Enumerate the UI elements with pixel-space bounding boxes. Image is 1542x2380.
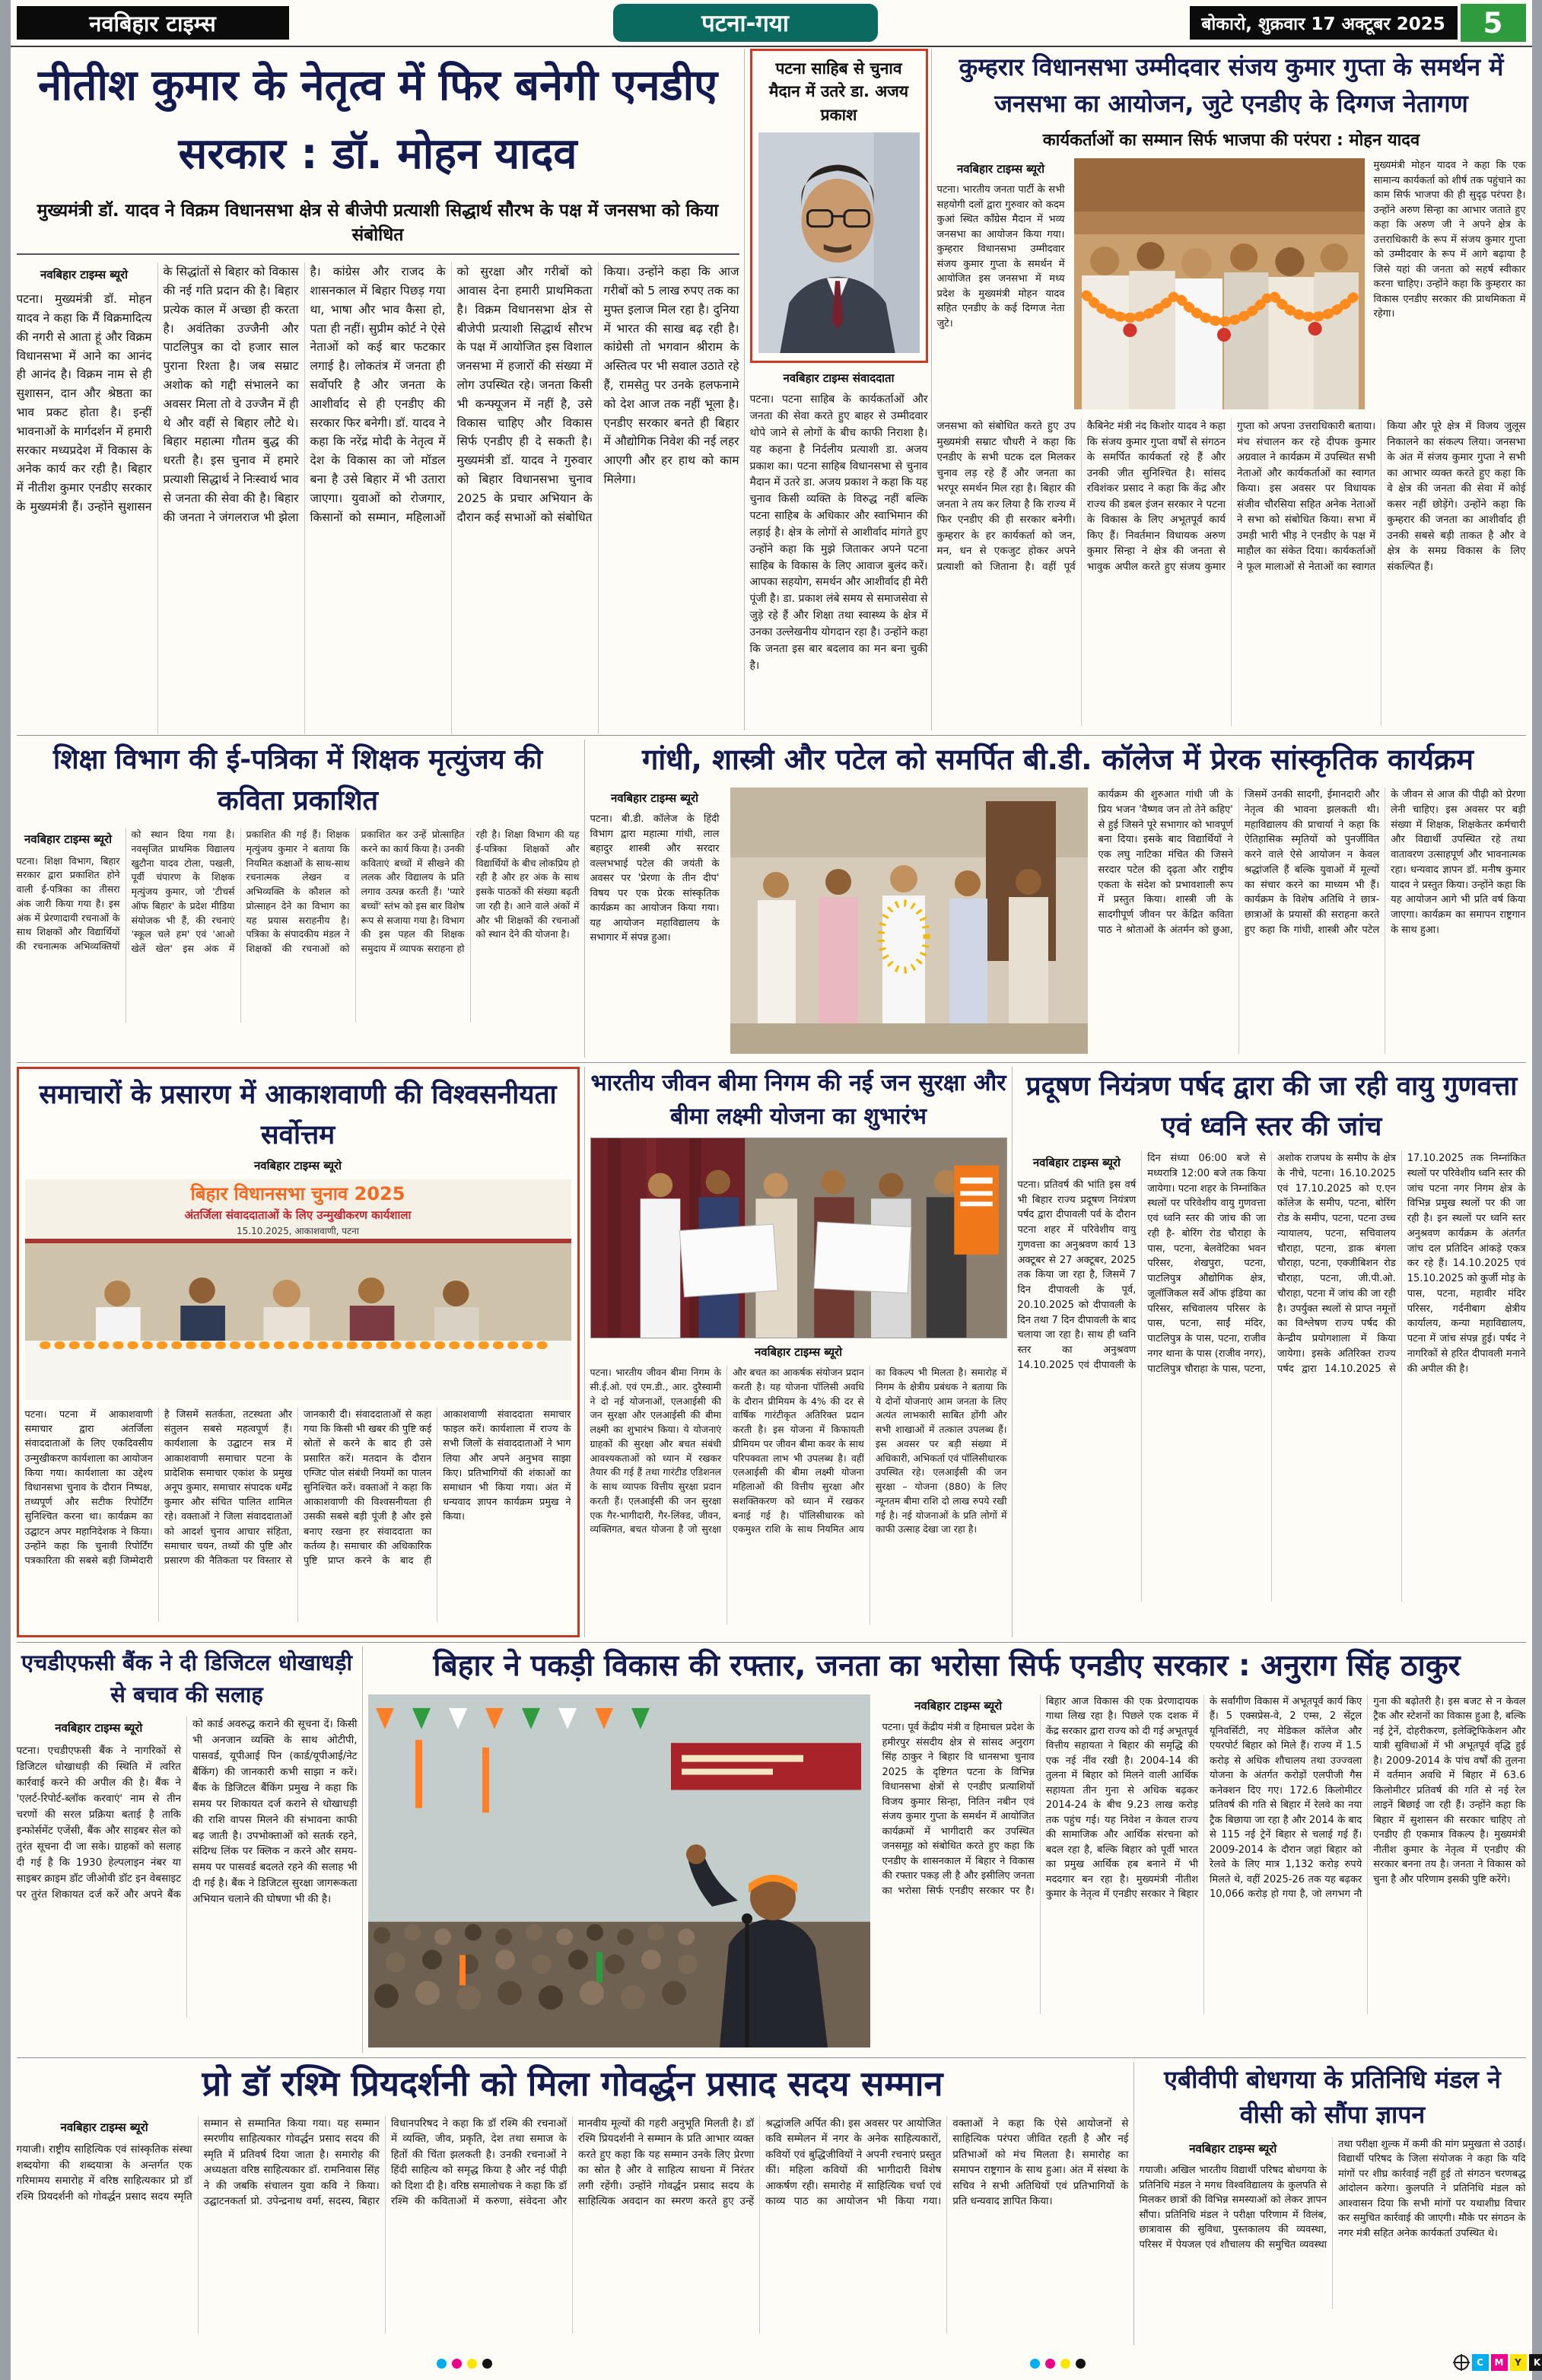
akashvani-byline: नवबिहार टाइम्स ब्यूरो (253, 1159, 342, 1172)
college-body-right: कार्यक्रम की शुरुआत गांधी जी के प्रिय भजन 'वैष्णव जन तो तेने कहिए' से हुई जिसने पूरे सभागार को भावपूर्ण बना दिया। इसके बाद विद्यार्थियों ने एक लघु नाटिका मंचित की जिसने सरदार पटेल की दृढ़ता और राष्ट्रीय एकता के संदेश को प्रभावशाली रूप में प्रस्तुत किया। शास्त्री जी के सादगीपूर्ण जीवन पर केंद्रित कविता पाठ ने श्रोताओं के अंतर्मन को छुआ, जिसमें उनकी सादगी, ईमानदारी और नेतृत्व की भावना झलकती थी। महाविद्यालय की प्राचार्या ने कहा कि ऐतिहासिक स्मृतियों को पुनर्जीवित करने वाले ऐसे आयोजन न केवल श्रद्धांजलि हैं बल्कि युवाओं में मूल्यों का संचार करने का माध्यम भी हैं। कार्यक्रम के विशेष अतिथि ने छात्र-छात्राओं के प्रयासों की सराहना करते हुए कहा कि गांधी, शास्त्री और पटेल के जीवन से आज की पीढ़ी को प्रेरणा लेनी चाहिए। इस अवसर पर बड़ी संख्या में शिक्षक, शिक्षकेतर कर्मचारी और विद्यार्थी उपस्थित रहे तथा वातावरण उत्साहपूर्ण और भावनात्मक रहा। धन्यवाद ज्ञापन डॉ. मनीष कुमार यादव ने प्रस्तुत किया। उन्होंने कहा कि यह आयोजन आगे भी प्रति वर्ष किया जाएगा। कार्यक्रम का समापन राष्ट्रगान के साथ हुआ। (1098, 789, 1526, 936)
event-illustration (730, 788, 1088, 1054)
article-epatrika (17, 740, 580, 1058)
portrait-illustration (758, 132, 920, 353)
epatrika-byline: नवबिहार टाइम्स ब्यूरो (24, 832, 113, 846)
article-ajay-prakash (750, 49, 928, 730)
ajay-prakash-photo (758, 132, 920, 353)
black-swatch: K (1529, 2354, 1542, 2371)
lead-subhead: मुख्यमंत्री डॉ. यादव ने विक्रम विधानसभा क्षेत्र से बीजेपी प्रत्याशी सिद्धार्थ सौरभ के पक्ष में जनसभा को किया संबोधित (17, 197, 739, 255)
rally-body: पटना। पूर्व केंद्रीय मंत्री व हिमाचल प्रदेश के हमीरपुर संसदीय क्षेत्र से सांसद अनुराग सिंह ठाकुर ने बिहार वि धानसभा चुनाव 2025 के दृष्टिगत पटना के विभिन्न विधानसभा क्षेत्रों से एनडीए प्रत्याशियों विजय कुमार सिन्हा, नितिन नबीन एवं संजय कुमार गुप्ता के समर्थन में आयोजित कार्यक्रमों में भागीदारी कर उपस्थित जनसमूह को संबोधित करते हुए कहा कि एनडीए के शासनकाल में बिहार ने विकास की रफ्तार पकड़ ली है और इसीलिए जनता का भरोसा सिर्फ एनडीए सरकार पर है। बिहार आज विकास की एक प्रेरणादायक गाथा लिख रहा है। पिछले एक दशक में केंद्र सरकार द्वारा राज्य को दी गई अभूतपूर्व वित्तीय सहायता ने बिहार की समृद्धि की एक नई नींव रखी है। 2004-14 की तुलना में बिहार को मिलने वाली आर्थिक सहायता तीन गुना से अधिक बढ़कर 2014-24 के बीच 9.23 लाख करोड़ तक पहुंच गई। यह निवेश न केवल राज्य की सामाजिक और आर्थिक संरचना को बदल रहा है, बल्कि बिहार को पूर्वी भारत का प्रमुख आर्थिक हब बनाने में भी मददगार बन रहा है। मुख्यमंत्री नीतीश कुमार के नेतृत्व में एनडीए सरकार ने बिहार के सर्वांगीण विकास में अभूतपूर्व कार्य किए हैं। 5 एक्सप्रेस-वे, 2 एम्स, 2 सेंट्रल यूनिवर्सिटी, नए मेडिकल कॉलेज और एयरपोर्ट बिहार को मिले हैं। राज्य में 1.5 करोड़ से अधिक शौचालय तथा उज्ज्वला योजना के अंतर्गत करोड़ों एलपीजी गैस कनेक्शन दिए गए। 172.6 किलोमीटर प्रतिवर्ष की गति से बिहार में रेलवे का नया ट्रैक बिछाया जा रहा है और 2014 के बाद से 115 नई ट्रेनें बिहार से चलाई गई हैं। 2009-2014 के दौरान जहां बिहार को रेलवे के लिए मात्र 1,132 करोड़ रुपये मिलते थे, वहीं 2025-26 तक यह बढ़कर 10,066 करोड़ हो गया है, जो लगभग नौ गुना की बढ़ोतरी है। इस बजट से न केवल ट्रैक और स्टेशनों का विकास हुआ है, बल्कि नई ट्रेनें, दोहरीकरण, इलेक्ट्रिफिकेशन और यात्री सुविधाओं में भी अभूतपूर्व वृद्धि हुई है। 2009-2014 के पांच वर्षों की तुलना में वर्तमान अवधि में बिहार में 63.6 किलोमीटर प्रतिवर्ष की गति से नई रेल लाइनें बिछाई जा रही हैं। उन्होंने कहा कि बिहार में सुशासन की सरकार चाहिए तो एनडीए ही एकमात्र विकल्प है। मुख्यमंत्री नीतीश कुमार के नेतृत्व में एनडीए की सरकार बनना तय है। जनता ने विकास को चुना है और परिणाम इसकी पुष्टि करेंगे। (882, 1695, 1526, 1901)
divider (1133, 2062, 1134, 2345)
black-dot (1076, 2359, 1086, 2369)
hdfc-columns (17, 1717, 358, 2018)
banner-date: 15.10.2025, आकाशवाणी, पटना (237, 1226, 359, 1236)
cyan-swatch: C (1472, 2354, 1489, 2371)
candidate-box-title: पटना साहिब से चुनाव मैदान में उतरे डा. अजय प्रकाश (768, 59, 909, 124)
abvp-byline: नवबिहार टाइम्स ब्यूरो (1189, 2141, 1277, 2156)
akashvani-body: पटना। पटना में आकाशवाणी समाचार द्वारा अंतर्जिला संवाददाताओं के लिए एकदिवसीय उन्मुखीकरण कार्यशाला का आयोजन किया गया। कार्यशाला का उद्देश्य विधानसभा चुनाव के दौरान निष्पक्ष, तथ्यपूर्ण और सटीक रिपोर्टिंग सुनिश्चित करना था। कार्यक्रम का उद्घाटन अपर महानिदेशक ने किया। उन्होंने कहा कि चुनावी रिपोर्टिंग पत्रकारिता की सबसे बड़ी जिम्मेदारी है जिसमें सतर्कता, तटस्थता और संतुलन सबसे महत्वपूर्ण हैं। कार्यशाला के उद्घाटन सत्र में आकाशवाणी समाचार पटना के प्रादेशिक समाचार एकांश के प्रमुख अनूप कुमार, समाचार संपादक धर्मेंद्र कुमार और संचित पालित शामिल रहे। वक्ताओं ने जिला संवाददाताओं को आदर्श चुनाव आचार संहिता, समाचार चयन, तथ्यों की पुष्टि और प्रसारण की नैतिकता पर विस्तार से जानकारी दी। संवाददाताओं से कहा गया कि किसी भी खबर की पुष्टि कई स्रोतों से करने के बाद ही उसे प्रसारित करें। मतदान के दौरान एग्जिट पोल संबंधी नियमों का पालन सुनिश्चित करें। वक्ताओं ने कहा कि आकाशवाणी की विश्वसनीयता ही उसकी सबसे बड़ी पूंजी है और इसे बनाए रखना हर संवाददाता का कर्तव्य है। समाचार की अधिकारिक पुष्टि प्राप्त करने के बाद ही आकाशवाणी संवाददाता समाचार फाइल करें। कार्यशाला में राज्य के सभी जिलों के संवाददाताओं ने भाग लिया और अपने अनुभव साझा किए। प्रतिभागियों की शंकाओं का समाधान भी किया गया। अंत में धन्यवाद ज्ञापन कार्यक्रम प्रमुख ने किया। (24, 1409, 571, 1567)
paper-name: नवबिहार टाइम्स (17, 6, 289, 40)
article-hdfc-advice (17, 1647, 358, 2053)
edition-name: पटना-गया (613, 4, 878, 42)
workshop-banner (25, 1179, 571, 1239)
ajay-body: पटना। पटना साहिब के कार्यकर्ताओं और जनता की सेवा करते हुए बाहर से उम्मीदवार थोपे जाने से लोगों के बीच काफी निराशा है। यह कहना है निर्दलीय प्रत्याशी डा. अजय प्रकाश का। पटना साहिब विधानसभा से चुनाव मैदान में उतरे डा. अजय प्रकाश ने कहा कि यह चुनाव किसी व्यक्ति के विरुद्ध नहीं बल्कि पटना साहिब के अधिकार और स्वाभिमान की लड़ाई है। क्षेत्र के लोगों से आशीर्वाद मांगते हुए उन्होंने कहा कि मुझे जिताकर अपने पटना साहिब के विकास के लिए आवाज बुलंद करें। आपका सहयोग, समर्थन और आशीर्वाद ही मेरी पूंजी है। डा. प्रकाश लंबे समय से समाजसेवा से जुड़े रहे हैं और शिक्षा तथा स्वास्थ्य के क्षेत्र में उनका उल्लेखनीय योगदान रहा है। उन्होंने कहा कि जनता इस बार बदलाव का मन बना चुकी है। (749, 393, 928, 672)
samman-byline: नवबिहार टाइम्स ब्यूरो (60, 2120, 148, 2134)
article-anurag-thakur (368, 1647, 1526, 2053)
jansabha-right-column (1374, 158, 1526, 409)
epatrika-body: पटना। शिक्षा विभाग, बिहार सरकार द्वारा प्रकाशित होने वाली ई-पत्रिका का तीसरा अंक जारी किया गया है। इस अंक में प्रेरणादायी रचनाओं के साथ शिक्षकों और विद्यार्थियों की रचनात्मक अभिव्यक्तियों को स्थान दिया गया है। नवसृजित प्राथमिक विद्यालय खुटौना यादव टोला, पखली, पूर्वी चंपारण के शिक्षक मृत्युंजय कुमार, जो 'टीचर्स ऑफ बिहार' के प्रदेश मीडिया संयोजक भी हैं, की रचनाएं 'स्कूल चले हम' एवं 'आओ खेलें खेल' इस अंक में प्रकाशित की गई हैं। शिक्षक मृत्युंजय कुमार ने बताया कि नियमित कक्षाओं के साथ-साथ रचनात्मक लेखन व अभिव्यक्ति के कौशल को प्रोत्साहन देने का विभाग का यह प्रयास सराहनीय है। पत्रिका के संपादकीय मंडल ने शिक्षकों की रचनाओं को प्रकाशित कर उन्हें प्रोत्साहित करने का कार्य किया है। उनकी कविताएं बच्चों में सीखने की ललक और विद्यालय के प्रति लगाव उत्पन्न करती हैं। 'प्यारे बच्चों' स्तंभ को इस बार विशेष रूप से सजाया गया है। विभाग की इस पहल की शिक्षक समुदाय में व्यापक सराहना हो रही है। शिक्षा विभाग की यह ई-पत्रिका शिक्षकों और विद्यार्थियों के बीच लोकप्रिय हो रही है और हर अंक के साथ इसके पाठकों की संख्या बढ़ती जा रही है। आने वाले अंकों में और भी शिक्षकों की रचनाओं को स्थान देने की योजना है। (16, 829, 580, 954)
article-abvp-gyapan (1140, 2062, 1526, 2345)
lic-headline: भारतीय जीवन बीमा निगम की नई जन सुरक्षा और बीमा लक्ष्मी योजना का शुभारंभ (590, 1070, 1006, 1130)
article-lic-yojana (590, 1067, 1007, 1637)
divider (362, 1647, 363, 2053)
print-registration-dots (437, 2359, 492, 2369)
college-row (590, 788, 1526, 1054)
divider (17, 1642, 1526, 1643)
rally-row (368, 1694, 1526, 2048)
registration-target-icon (1453, 2354, 1470, 2371)
article-lead (17, 49, 739, 730)
banner-title: बिहार विधानसभा चुनाव 2025 (190, 1183, 405, 1204)
article-pollution-board (1018, 1067, 1526, 1637)
college-headline: गांधी, शास्त्री और पटेल को समर्पित बी.डी. कॉलेज में प्रेरक सांस्कृतिक कार्यक्रम (642, 743, 1474, 776)
page-number: 5 (1461, 4, 1526, 42)
lic-launch-photo (590, 1138, 1007, 1338)
pollution-columns (1018, 1151, 1526, 1602)
cyan-dot (437, 2359, 447, 2369)
candidate-box (750, 49, 928, 363)
akashvani-headline: समाचारों के प्रसारण में आकाशवाणी की विश्वसनीयता सर्वोत्तम (39, 1080, 557, 1150)
divider (744, 49, 745, 730)
jansabha-body-right: मुख्यमंत्री मोहन यादव ने कहा कि एक सामान्य कार्यकर्ता को शीर्ष तक पहुंचाने का काम सिर्फ भाजपा की ही सुदृढ़ परंपरा है। उन्होंने अरुण सिन्हा का आभार जताते हुए कहा कि अरुण जी ने अपने क्षेत्र के उत्तराधिकारी के रूप में संजय कुमार गुप्ता को उम्मीदवार के रूप में आगे बढ़ाया है जिसे यहां की जनता को सहर्ष स्वीकार करना चाहिए। उन्होंने कहा कि कुम्हरार का विकास एनडीए सरकार की प्राथमिकता में रहेगा। (1373, 160, 1526, 320)
lic-body: पटना। भारतीय जीवन बीमा निगम के सी.ई.ओ. एवं एम.डी., आर. दुरैस्वामी ने दो नई योजनाओं, एलआईसी की जन सुरक्षा और एलआईसी की बीमा लक्ष्मी का शुभारंभ किया। ये योजनाएं ग्राहकों की सुरक्षा और बचत संबंधी आवश्यकताओं को ध्यान में रखकर तैयार की गई हैं तथा गारंटीड एडिशनल के साथ व्यापक वित्तीय सुरक्षा प्रदान करती हैं। एलआईसी की जन सुरक्षा एक गैर-भागीदारी, गैर-लिंक्ड, जीवन, व्यक्तिगत, बचत योजना है जो सुरक्षा और बचत का आकर्षक संयोजन प्रदान करती है। यह योजना पॉलिसी अवधि के दौरान प्रीमियम के 4% की दर से वार्षिक गारंटीकृत अतिरिक्त प्रदान करती है। इस योजना में किफायती प्रीमियम पर जीवन बीमा कवर के साथ परिपक्वता लाभ भी उपलब्ध है। वहीं एलआईसी की बीमा लक्ष्मी योजना महिलाओं की वित्तीय सुरक्षा और सशक्तिकरण को ध्यान में रखकर बनाई गई है। पॉलिसीधारक को एकमुश्त राशि के साथ नियमित आय का विकल्प भी मिलता है। समारोह में निगम के क्षेत्रीय प्रबंधक ने बताया कि ये दोनों योजनाएं आम जनता के लिए अत्यंत लाभकारी साबित होंगी और सभी शाखाओं में तत्काल उपलब्ध हैं। इस अवसर पर बड़ी संख्या में अधिकारी, अभिकर्ता एवं पॉलिसीधारक उपस्थित रहे। एलआईसी की जन सुरक्षा – योजना (880) के लिए न्यूनतम बीमा राशि दो लाख रुपये रखी गई है। नई योजनाओं के प्रति लोगों में काफी उत्साह देखा जा रहा है। (590, 1367, 1007, 1535)
article-bd-college (590, 740, 1526, 1058)
article-kumhrar-jansabha (937, 49, 1526, 730)
dateline: बोकारो, शुक्रवार 17 अक्टूबर 2025 (1190, 6, 1458, 40)
crowd-illustration (1074, 158, 1365, 409)
jansabha-body-left: पटना। भारतीय जनता पार्टी के सभी सहयोगी दलों द्वारा गुरुवार को कदम कुआं स्थित काँग्रेस मैदान में भव्य जनसभा का आयोजन किया गया। कुम्हरार विधानसभा उम्मीदवार संजय कुमार गुप्ता के समर्थन में आयोजित इस जनसभा में मध्य प्रदेश के मुख्यमंत्री मोहन यादव सहित एनडीए के कई दिग्गज नेता जुटे। (936, 184, 1065, 329)
divider (584, 740, 585, 1058)
jansabha-byline: नवबिहार टाइम्स ब्यूरो (956, 162, 1045, 176)
hdfc-body: पटना। एचडीएफसी बैंक ने नागरिकों से डिजिटल धोखाधड़ी की स्थिति में त्वरित कार्रवाई करने की अपील की है। बैंक ने 'एलर्ट-रिपोर्ट-ब्लॉक करवाएं' नाम से तीन चरणों की सरल प्रक्रिया बताई है ताकि इन्फोर्समेंट एजेंसी, बैंक और साइबर सेल को तुरंत सूचना दी जा सके। ग्राहकों को सलाह दी गई है कि 1930 हेल्पलाइन नंबर या साइबर क्राइम डॉट जीओवी डॉट इन वेबसाइट पर तुरंत शिकायत दर्ज करें और अपने बैंक को कार्ड अवरुद्ध कराने की सूचना दें। किसी भी अनजान व्यक्ति के साथ ओटीपी, पासवर्ड, यूपीआई पिन (कार्ड/यूपीआई/नेट बैंकिंग) की जानकारी कभी साझा न करें। बैंक के डिजिटल बैंकिंग प्रमुख ने कहा कि समय पर शिकायत दर्ज कराने से धोखाधड़ी की राशि वापस मिलने की संभावना काफी बढ़ जाती है। उपभोक्ताओं को सतर्क रहने, संदिग्ध लिंक पर क्लिक न करने और समय-समय पर पासवर्ड बदलते रहने की सलाह भी दी गई है। बैंक ने डिजिटल सुरक्षा जागरूकता अभियान चलाने की घोषणा भी की है। (16, 1718, 358, 1906)
yellow-swatch: Y (1510, 2354, 1527, 2371)
pollution-headline: प्रदूषण नियंत्रण पर्षद द्वारा की जा रही वायु गुणवत्ता एवं ध्वनि स्तर की जांच (1025, 1071, 1518, 1142)
hdfc-byline: नवबिहार टाइम्स ब्यूरो (55, 1721, 143, 1736)
magenta-swatch: M (1491, 2354, 1508, 2371)
newspaper-page (11, 0, 1541, 2380)
divider (1012, 1067, 1013, 1637)
college-byline: नवबिहार टाइम्स ब्यूरो (610, 791, 699, 806)
launch-illustration (591, 1138, 1006, 1338)
divider (584, 1067, 585, 1637)
divider (17, 2057, 1526, 2058)
rally-headline: बिहार ने पकड़ी विकास की रफ्तार, जनता का भरोसा सिर्फ एनडीए सरकार : अनुराग सिंह ठाकुर (433, 1649, 1461, 1683)
abvp-columns (1140, 2137, 1526, 2309)
magenta-dot (452, 2359, 462, 2369)
jansabha-body-bottom: जनसभा को संबोधित करते हुए उप मुख्यमंत्री सम्राट चौधरी ने कहा कि एनडीए के सभी घटक दल मिलकर चुनाव लड़ रहे हैं और जनता का भरपूर समर्थन मिल रहा है। बिहार की जनता ने तय कर लिया है कि राज्य में फिर एनडीए की ही सरकार बनेगी। कुम्हरार के हर कार्यकर्ता को जन, मन, धन से एकजुट होकर अपने प्रत्याशी को जिताना है। वहीं पूर्व कैबिनेट मंत्री नंद किशोर यादव ने कहा कि संजय कुमार गुप्ता वर्षों से संगठन के समर्पित कार्यकर्ता रहे हैं और उनकी जीत सुनिश्चित है। सांसद रविशंकर प्रसाद ने कहा कि केंद्र और राज्य की डबल इंजन सरकार ने पटना के विकास के लिए अभूतपूर्व कार्य किए हैं। निवर्तमान विधायक अरुण कुमार सिन्हा ने क्षेत्र की जनता से भावुक अपील करते हुए संजय कुमार गुप्ता को अपना उत्तराधिकारी बताया। मंच संचालन कर रहे दीपक कुमार अग्रवाल ने कार्यक्रम में उपस्थित सभी नेताओं और कार्यकर्ताओं का स्वागत किया। इस अवसर पर विधायक संजीव चौरसिया सहित अनेक नेताओं ने सभा को संबोधित किया। सभा में उमड़ी भारी भीड़ ने एनडीए के पक्ष में माहौल का संकेत दिया। कार्यकर्ताओं ने फूल मालाओं से नेताओं का स्वागत किया और पूरे क्षेत्र में विजय जुलूस निकालने का संकल्प लिया। जनसभा के अंत में संजय कुमार गुप्ता ने सभी का आभार व्यक्त करते हुए कहा कि वे क्षेत्र की जनता की सेवा में कोई कसर नहीं छोड़ेंगे। उन्होंने कहा कि कुम्हरार की जनता का आशीर्वाद ही उनकी सबसे बड़ी ताकत है और वे क्षेत्र के समग्र विकास के लिए संकल्पित हैं। (936, 420, 1526, 573)
epatrika-columns (17, 828, 580, 1023)
magenta-dot (1045, 2359, 1055, 2369)
lead-headline: नीतीश कुमार के नेतृत्व में फिर बनेगी एनडीए सरकार : डॉ. मोहन यादव (37, 61, 718, 179)
cyan-dot (1030, 2359, 1040, 2369)
rally-illustration (368, 1694, 870, 2048)
rally-text-column (882, 1694, 1526, 2048)
akashvani-workshop-photo (25, 1179, 571, 1400)
lead-body-columns (17, 262, 739, 734)
divider (17, 735, 1526, 736)
yellow-dot (467, 2359, 477, 2369)
abvp-headline: एबीवीपी बोधगया के प्रतिनिधि मंडल ने वीसी को सौंपा ज्ञापन (1164, 2065, 1501, 2130)
pollution-body: पटना। प्रतिवर्ष की भांति इस वर्ष भी बिहार राज्य प्रदूषण नियंत्रण पर्षद द्वारा दीपावली पर्व के दौरान पटना शहर में परिवेशीय वायु गुणवत्ता का अनुश्रवण कार्य 13 अक्टूबर से 27 अक्टूबर, 2025 तक किया जा रहा है, जिसमें 7 दिन दीपावली के पूर्व, 20.10.2025 को दीपावली के दिन तथा 7 दिन दीपावली के बाद चलाया जा रहा है। साथ ही ध्वनि स्तर का अनुश्रवण 14.10.2025 एवं दीपावली के दिन संध्या 06:00 बजे से मध्यरात्रि 12:00 बजे तक किया जायेगा। पटना शहर के निम्नांकित स्थलों पर परिवेशीय वायु गुणवत्ता एवं ध्वनि स्तर की जांच की जा रही है- बोरिंग रोड चौराहा के पास, पटना, बेलवेटिका भवन परिसर, शेखपुरा, पटना, पाटलिपुत्र औद्योगिक क्षेत्र, जूलॉजिकल सर्वे ऑफ इंडिया का परिसर, सचिवालय परिसर के पास, पटना, साईं मंदिर, पाटलिपुत्र के पास, पटना, राजीव नगर थाना के पास (राजीव नगर), पाटलिपुत्र चौराहा के पास, पटना, अशोक राजपथ के समीप के क्षेत्र के नीचे, पटना। 16.10.2025 एवं 17.10.2025 को ए.एन कॉलेज के समीप, पटना, बोरिंग रोड के समीप, पटना, पटना उच्च न्यायालय, पटना, सचिवालय चौराहा, पटना, डाक बंगला चौराहा, पटना, एक्जीबिशन रोड चौराहा, पटना, जी.पी.ओ. चौराहा, पटना में जांच की जा रही है। उपर्युक्त स्थलों से प्राप्त नमूनों का विश्लेषण राज्य पर्षद की केन्द्रीय प्रयोगशाला में किया जायेगा। इसके अतिरिक्त राज्य पर्षद द्वारा 14.10.2025 से 17.10.2025 तक निम्नांकित स्थलों पर परिवेशीय ध्वनि स्तर की जांच पटना नगर निगम क्षेत्र के विभिन्न प्रमुख स्थलों पर की जा रही है। इन स्थलों पर ध्वनि स्तर अनुश्रवण कार्यक्रम के अंतर्गत जांच दल प्रतिदिन आंकड़े एकत्र कर रहे हैं। 14.10.2025 एवं 15.10.2025 को कुर्जी मोड़ के पास, पटना, महावीर मंदिर परिसर, गर्दनीबाग क्षेत्रीय कार्यालय, कन्या महाविद्यालय, पटना में जांच संपन्न हुई। पर्षद ने नागरिकों से हरित दीपावली मनाने की अपील की है। (1017, 1153, 1526, 1375)
samman-body: गयाजी। राष्ट्रीय साहित्यिक एवं सांस्कृतिक संस्था शब्दयोगा की शब्दयात्रा के अन्तर्गत एक गरिमामय समारोह में वरिष्ठ साहित्यकार प्रो डॉ रश्मि प्रियदर्शनी को गोवर्द्धन प्रसाद सदय स्मृति सम्मान से सम्मानित किया गया। यह सम्मान स्मरणीय साहित्यकार गोवर्द्धन प्रसाद सदय की स्मृति में प्रतिवर्ष दिया जाता है। समारोह की अध्यक्षता वरिष्ठ साहित्यकार डॉ. रामनिवास सिंह ने की जबकि संचालन युवा कवि ने किया। उद्घाटनकर्ता प्रो. उपेन्द्रनाथ वर्मा, सदस्य, बिहार विधानपरिषद ने कहा कि डॉ रश्मि की रचनाओं में व्यक्ति, जीव, प्रकृति, देश तथा समाज के हितों की चिंता झलकती है। उनकी रचनाओं ने हिंदी साहित्य को समृद्ध किया है और नई पीढ़ी को दिशा दी है। वरिष्ठ समालोचक ने कहा कि डॉ रश्मि की कविताओं में करुणा, संवेदना और मानवीय मूल्यों की गहरी अनुभूति मिलती है। डॉ रश्मि प्रियदर्शनी ने सम्मान के प्रति आभार व्यक्त करते हुए कहा कि यह सम्मान उनके लिए प्रेरणा का स्रोत है और वे साहित्य साधना में निरंतर लगी रहेंगी। उन्होंने गोवर्द्धन प्रसाद सदय के साहित्यिक अवदान का स्मरण करते हुए उन्हें श्रद्धांजलि अर्पित की। इस अवसर पर आयोजित कवि सम्मेलन में नगर के अनेक साहित्यकारों, कवियों एवं बुद्धिजीवियों ने अपनी रचनाएं प्रस्तुत कीं। महिला कवियों की भागीदारी विशेष आकर्षण रही। समारोह में साहित्यिक चर्चा एवं काव्य पाठ का आयोजन भी किया गया। वक्ताओं ने कहा कि ऐसे आयोजनों से साहित्यिक परंपरा जीवित रहती है और नई प्रतिभाओं को मंच मिलता है। समारोह का समापन राष्ट्रगान के साथ हुआ। अंत में संस्था के सचिव ने सभी अतिथियों एवं प्रतिभागियों के प्रति धन्यवाद ज्ञापित किया। (16, 2117, 1129, 2208)
samman-headline: प्रो डॉ रश्मि प्रियदर्शनी को मिला गोवर्द्धन प्रसाद सदय सम्मान (202, 2063, 943, 2104)
rally-byline: नवबिहार टाइम्स ब्यूरो (914, 1698, 1003, 1713)
jansabha-left-column (937, 158, 1065, 409)
cmyk-color-bar (1453, 2354, 1542, 2371)
jansabha-subhead: कार्यकर्ताओं का सम्मान सिर्फ भाजपा की परंपरा : मोहन यादव (1042, 131, 1420, 150)
samman-columns (17, 2116, 1129, 2334)
hdfc-headline: एचडीएफसी बैंक ने दी डिजिटल धोखाधड़ी से बचाव की सलाह (21, 1650, 353, 1708)
pollution-byline: नवबिहार टाइम्स ब्यूरो (1032, 1156, 1121, 1169)
epatrika-headline: शिक्षा विभाग की ई-पत्रिका में शिक्षक मृत्युंजय की कविता प्रकाशित (52, 744, 543, 816)
jansabha-photo (1074, 158, 1365, 409)
article-rashmi-samman (17, 2062, 1129, 2345)
abvp-body: गयाजी। अखिल भारतीय विद्यार्थी परिषद बोधगया के प्रतिनिधि मंडल ने मगध विश्वविद्यालय के कुलपति से मिलकर छात्रों की विभिन्न समस्याओं को लेकर ज्ञापन सौंपा। प्रतिनिधि मंडल ने परीक्षा परिणाम में विलंब, छात्रावास की सुविधा, पुस्तकालय की व्यवस्था, परिसर में पेयजल एवं शौचालय की समुचित व्यवस्था तथा परीक्षा शुल्क में कमी की मांग प्रमुखता से उठाई। विद्यार्थी परिषद के जिला संयोजक ने कहा कि यदि मांगों पर शीघ्र कार्रवाई नहीं हुई तो संगठन चरणबद्ध आंदोलन करेगा। कुलपति ने प्रतिनिधि मंडल को आश्वासन दिया कि सभी मांगों पर यथाशीघ्र विचार कर समुचित कार्रवाई की जाएगी। मौके पर संगठन के नगर मंत्री सहित अनेक कार्यकर्ता उपस्थित थे। (1139, 2138, 1526, 2251)
college-event-photo (730, 788, 1088, 1054)
college-left-column (590, 788, 720, 1054)
divider (17, 1062, 1526, 1063)
rally-photo (368, 1694, 870, 2048)
print-registration-dots (1030, 2359, 1086, 2369)
yellow-dot (1060, 2359, 1070, 2369)
lead-body: पटना। मुख्यमंत्री डॉ. मोहन यादव ने कहा कि मैं विक्रमादित्य की नगरी से आता हूं और विक्रम विधानसभा में आने का आनंद ही आनंद है। विक्रम नाम से ही सुशासन, दान और श्रेष्ठता का भाव प्रकट होता है। इन्हीं भावनाओं के मार्गदर्शन में हमारी सरकार मध्यप्रदेश में विकास के अनेक कार्य कर रही है। बिहार में नीतीश कुमार एनडीए सरकार के मुख्यमंत्री हैं। उन्होंने सुशासन के सिद्धांतों से बिहार को विकास की नई गति प्रदान की है। बिहार प्रत्येक काल में अच्छा ही करता है। अवंतिका उज्जैनी और पाटलिपुत्र का दो हजार साल पुराना रिश्ता है। जब सम्राट अशोक को गद्दी संभालने का अवसर मिला तो वे उज्जैन में ही थे और वहीं से बिहार लौटे थे। बिहार महात्मा गौतम बुद्ध की धरती है। इस चुनाव में हमारे प्रत्याशी सिद्धार्थ ने निःस्वार्थ भाव से जनता की सेवा की है। बिहार की जनता ने जंगलराज भी झेला है। कांग्रेस और राजद के शासनकाल में बिहार पिछड़ गया था, भाषा और भाव कैसा हो, पता ही नहीं। सुप्रीम कोर्ट ने ऐसे नेताओं को कई बार फटकार लगाई है। लोकतंत्र में जनता ही सर्वोपरि है और जनता के आशीर्वाद से ही एनडीए की सरकार फिर बनेगी। डॉ. यादव ने कहा कि नरेंद्र मोदी के नेतृत्व में देश के विकास का जो मॉडल बना है उसे बिहार में भी उतारा जाएगा। युवाओं को रोजगार, किसानों को सम्मान, महिलाओं को सुरक्षा और गरीबों को आवास देना हमारी प्राथमिकता है। विक्रम विधानसभा क्षेत्र से बीजेपी प्रत्याशी सिद्धार्थ सौरभ के पक्ष में आयोजित इस विशाल जनसभा में हजारों की संख्या में लोग उपस्थित रहे। जनता किसी भी कन्फ्यूजन में नहीं है, उसे विकास चाहिए और विकास सिर्फ एनडीए ही दे सकती है। मुख्यमंत्री डॉ. यादव ने गुरुवार को बिहार विधानसभा चुनाव 2025 के प्रचार अभियान के दौरान कई सभाओं को संबोधित किया। उन्होंने कहा कि आज गरीबों को 5 लाख रुपए तक का मुफ्त इलाज मिल रहा है। दुनिया में भारत की साख बढ़ रही है। कांग्रेसी तो भगवान श्रीराम के अस्तित्व पर भी सवाल उठाते रहे हैं, रामसेतु पर उनके हलफनामे को देश आज तक नहीं भूला है। एनडीए सरकार बनते ही बिहार में औद्योगिक निवेश की नई लहर आएगी और हर हाथ को काम मिलेगा। (16, 265, 739, 524)
article-akashvani (17, 1067, 580, 1637)
divider (11, 46, 1532, 47)
correspondent-byline: नवबिहार टाइम्स संवाददाता (783, 371, 895, 386)
lead-byline: नवबिहार टाइम्स ब्यूरो (40, 268, 129, 282)
rally-columns (882, 1694, 1526, 2014)
lic-byline: नवबिहार टाइम्स ब्यूरो (754, 1345, 843, 1359)
college-body-left: पटना। बी.डी. कॉलेज के हिंदी विभाग द्वारा महात्मा गांधी, लाल बहादुर शास्त्री और सरदार वल्लभभाई पटेल की जयंती के अवसर पर 'प्रेरणा के तीन दीप' विषय पर एक प्रेरक सांस्कृतिक कार्यक्रम का आयोजन किया गया। यह आयोजन महाविद्यालय के सभागार में संपन्न हुआ। (590, 813, 720, 944)
jansabha-top-row (937, 158, 1526, 409)
banner-subtitle: अंतर्जिला संवाददाताओं के लिए उन्मुखीकरण कार्यशाला (184, 1208, 412, 1222)
jansabha-headline: कुम्हरार विधानसभा उम्मीदवार संजय कुमार गुप्ता के समर्थन में जनसभा का आयोजन, जुटे एनडीए के दिग्गज नेतागण (959, 52, 1504, 118)
black-dot (482, 2359, 492, 2369)
divider (931, 49, 932, 730)
